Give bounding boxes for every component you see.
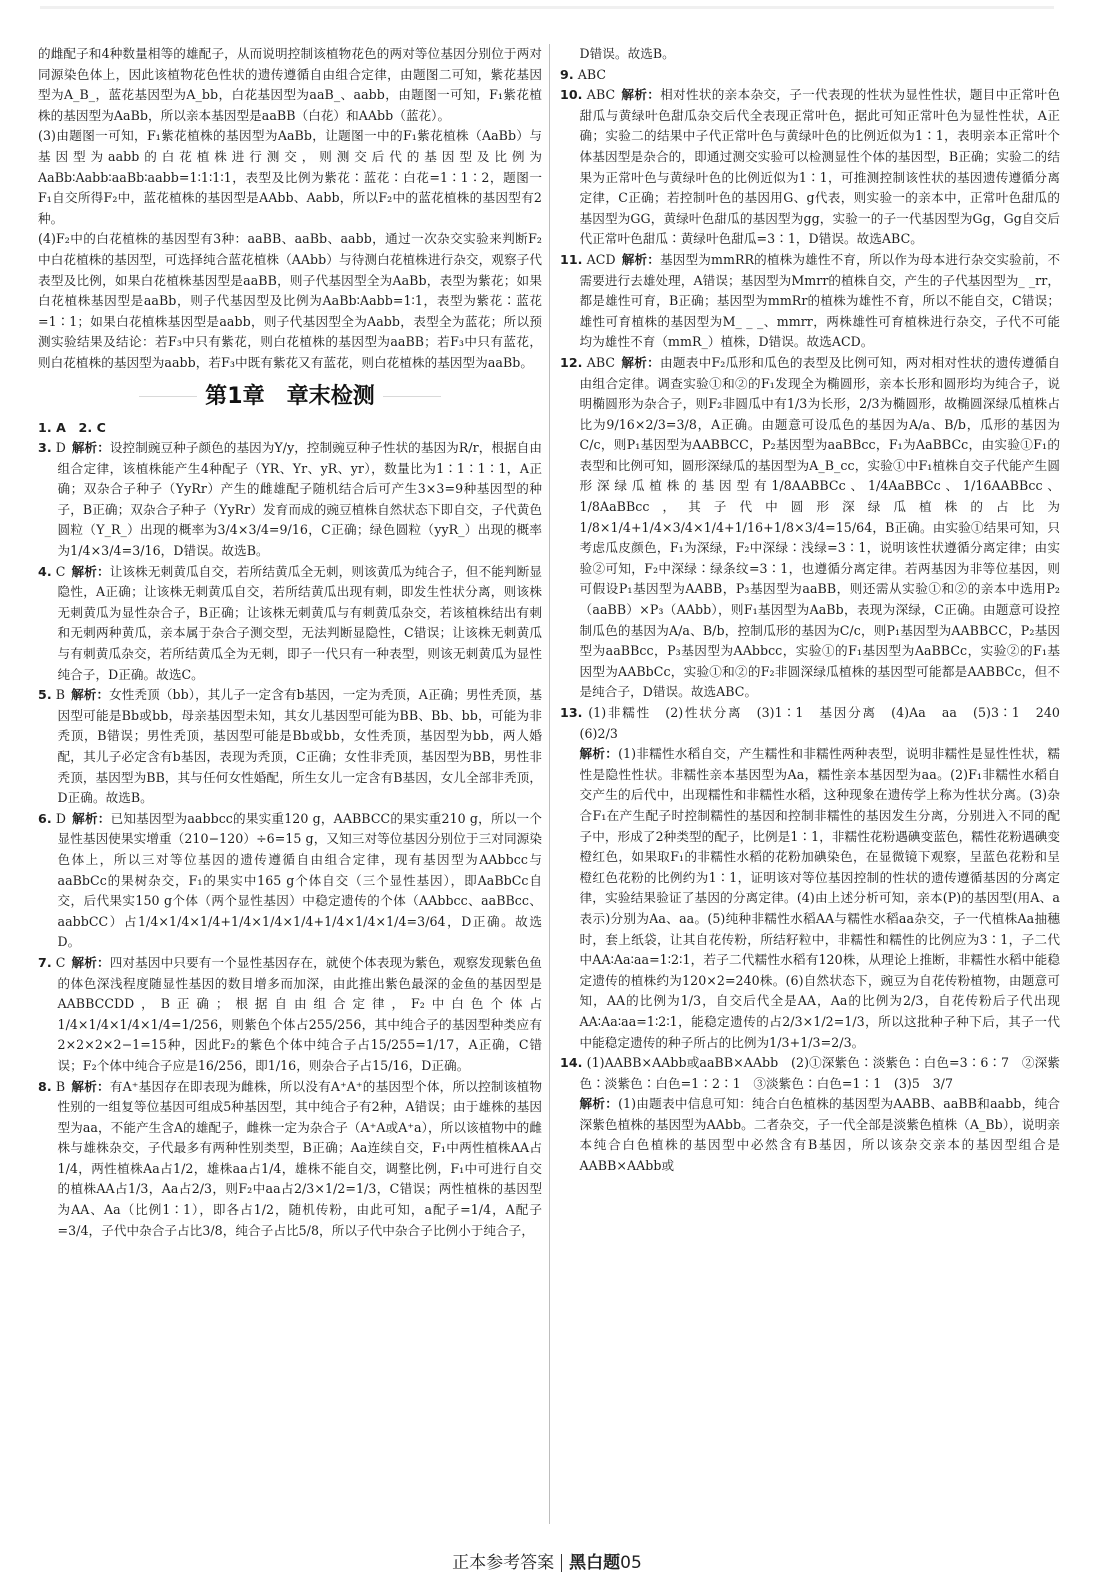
answer-item-6: 6. D 解析：已知基因型为aabbcc的果实重120 g，AABBCC的果实重210 g，所以一个显性基因使果实增重（210−120）÷6=15 g，又知三对等位基因分别位于三对同源染色体上，所以三对等位基因的遗传遵循自由组合定律，现有基因型为AAbbcc与aaBbCc的果树杂交，F₁的果实中165 g个体自交（三个显性基因），即AaBbCc自交，后代果实150 g个体（两个显性基因）中稳定遗传的个体（AAbbcc、aaBBcc、aabbCC）占1/4×1/4×1/4+1/4×1/4×1/4+1/4×1/4×1/4=3/64，D正确。故选D。	[38, 810, 542, 950]
footer-brand: 黑白题	[569, 1553, 621, 1573]
answer-item-7: 7. C 解析：四对基因中只要有一个显性基因存在，就使个体表现为紫色，观察发现紫色鱼的体色深浅程度随显性基因的数目增多而加深，由此推出紫色最深的金鱼的基因型是AABBCCDD，B正确；根据自由组合定律，F₂中白色个体占1/4×1/4×1/4×1/4=1/256，则紫色个体占255/256，其中纯合子的基因型种类应有2×2×2×2−1=15种，因此F₂的紫色个体中纯合子占15/255=1/17，A正确，C错误；F₂个体中纯合子应是16/256，即1/16，则杂合子占15/16，D正确。	[38, 954, 543, 1073]
page-footer	[0, 1548, 1094, 1573]
answer-item-11: 11. ACD 解析：基因型为mmRR的植株为雄性不育，所以作为母本进行杂交实验前，不需要进行去雄处理，A错误；基因型为Mmrr的植株自交，产生的子代基因型为_ _rr，都是雄性可育，B正确；基因型为mmRr的植株为雄性不育，所以不能自交，C错误；雄性可育植株的基因型为M_ _ _、mmrr，两株雄性可育植株进行杂交，子代不可能均为雄性不育（mmR_）植株，D错误。故选ACD。	[560, 251, 1061, 350]
answer-item-13: 13. (1)非糯性 (2)性状分离 (3)1∶1 基因分离 (4)Aa aa (5)3∶1 240 (6)2/3 解析：(1)非糯性水稻自交，产生糯性和非糯性两种表型，说明非糯性是显性性状，糯性是隐性性状。非糯性亲本基因型为Aa，糯性亲本基因型为aa。(2)F₁非糯性水稻自交产生的后代中，出现糯性和非糯性水稻，这种现象在遗传学上称为性状分离。(3)杂合F₁在产生配子时控制糯性的基因和控制非糯性的基因发生分离，分别进入不同的配子中，形成了2种类型的配子，比例是1∶1，非糯性花粉遇碘变蓝色，糯性花粉遇碘变橙红色，如果取F₁的非糯性水稻的花粉加碘染色，在显微镜下观察，呈蓝色花粉和呈橙红色花粉的比例约为1∶1，证明该对等位基因控制的性状的遗传遵循基因的分离定律，实验结果验证了基因的分离定律。(4)由上述分析可知，亲本(P)的基因型(用A、a表示)分别为Aa、aa。(5)纯种非糯性水稻AA与糯性水稻aa杂交，子一代植株Aa抽穗时，套上纸袋，让其自花传粉，所结籽粒中，非糯性和糯性的比例应为3∶1，子二代中AA∶Aa∶aa=1∶2∶1，若子二代糯性水稻有120株，从理论上推断，非糯性水稻中能稳定遗传的植株约为120×2=240株。(6)自然状态下，豌豆为自花传粉植物，由题意可知，AA的比例为1/3，自交后代全是AA，Aa的比例为2/3，自花传粉后子代出现AA∶Aa∶aa=1∶2∶1，能稳定遗传的占2/3×1/2=1/3，所以这批种子种下后，其子一代中能稳定遗传的种子所占的比例为1/3+1/3=2/3。	[560, 705, 1073, 1050]
heading-decoration-right	[383, 396, 441, 397]
chapter-title: 章末检测	[286, 383, 375, 409]
answer-item-14: 14. (1)AABB×AAbb或aaBB×AAbb (2)①深紫色∶淡紫色∶白色=3∶6∶7 ②深紫色∶淡紫色∶白色=1∶2∶1 ③淡紫色∶白色=1∶1 (3)5 3/7 解析：(1)由题表中信息可知：纯合白色植株的基因型为AABB、aaBB和aabb，纯合深紫色植株的基因型为AAbb。二者杂交，子一代全部是淡紫色植株（A_Bb），说明亲本纯合白色植株的基因型中必然含有B基因，所以该杂交亲本的基因型组合是AABB×AAbb或	[560, 1055, 1060, 1174]
answer-item-8: 8. B 解析：有A⁺基因存在即表现为雌株，所以没有A⁺A⁺的基因型个体，所以控制该植物性别的一组复等位基因可组成5种基因型，其中纯合子有2种，A错误；由于雄株的基因型为aa，不能产生含A的雄配子，雌株一定为杂合子（A⁺A或A⁺a），所以该植物中的雌株与雄株杂交，子代最多有两种性别类型，B正确；Aa连续自交，F₁中两性植株AA占1/4，两性植株Aa占1/2，雄株aa占1/4，雄株不能自交，调整比例，F₁中可进行自交的植株AA占1/3，Aa占2/3，则F₂中aa占2/3×1/2=1/3，C错误；两性植株的基因型为AA、Aa（比例1∶1），即各占1/2，随机传粉，由此可知，a配子=1/4，A配子=3/4，子代中杂合子占比3/8，纯合子占比5/8，所以子代中杂合子比例小于纯合子，	[38, 1078, 542, 1238]
answer-item-9: 9. ABC	[560, 66, 607, 82]
right-column	[560, 44, 1073, 1177]
chapter-number: 第1章	[205, 383, 265, 409]
heading-decoration-left	[139, 396, 197, 397]
intro-paragraph-1: 的雌配子和4种数量相等的雄配子，从而说明控制该植物花色的两对等位基因分别位于两对同源染色体上，因此该植物花色性状的遗传遵循自由组合定律，由题图二可知，紫花基因型为A_B_，蓝花基因型为A_bb，白花基因型为aaB_、aabb，由题图一可知，F₁紫花植株的基因型为AaBb，所以亲本基因型是aaBB（白花）和AAbb（蓝花）。	[38, 46, 542, 123]
intro-paragraph-3: (4)F₂中的白花植株的基因型有3种：aaBB、aaBb、aabb，通过一次杂交实验来判断F₂中白花植株的基因型，可选择纯合蓝花植株（AAbb）与待测白花植株进行杂交，观察子代表型及比例，如果白花植株基因型是aaBB，则子代基因型全为AaBb，表型为紫花；如果白花植株基因型是aaBb，则子代基因型及比例为AaBb∶Aabb=1∶1，表型为紫花∶蓝花=1∶1；如果白花植株基因型是aabb，则子代基因型全为Aabb，表型全为蓝花；所以预测实验结果及结论：若F₃中只有紫花，则白花植株的基因型为aaBB；若F₃中只有蓝花，则白花植株的基因型为aabb，若F₃中既有紫花又有蓝花，则白花植株的基因型为aaBb。	[38, 231, 542, 370]
top-edge-line	[40, 6, 1054, 9]
column-divider	[549, 44, 550, 1524]
answer-item-3: 3. D 解析：设控制豌豆种子颜色的基因为Y/y，控制豌豆种子性状的基因为R/r，根据自由组合定律，该植株能产生4种配子（YR、Yr、yR、yr），数量比为1∶1∶1∶1，A正确；双杂合子种子（YyRr）产生的雌雄配子随机结合后可产生3×3=9种基因型的种子，B正确；双杂合子种子（YyRr）发育而成的豌豆植株自然状态下即自交，子代黄色圆粒（Y_R_）出现的概率为3/4×3/4=9/16，C正确；绿色圆粒（yyR_）出现的概率为1/4×3/4=3/16，D错误。故选B。	[38, 440, 542, 559]
answer-item-4: 4. C 解析：让该株无刺黄瓜自交，若所结黄瓜全无刺，则该黄瓜为纯合子，但不能判断显隐性，A正确；让该株无刺黄瓜自交，若所结黄瓜出现有刺，即发生性状分离，则该株无刺黄瓜为显性杂合子，B正确；让该株无刺黄瓜与有刺黄瓜杂交，若该植株结出有刺和无刺两种黄瓜，亲本属于杂合子测交型，无法判断显隐性，C错误；让该株无刺黄瓜与有刺黄瓜杂交，若所结黄瓜全为无刺，即子一代只有一种表型，则该无刺黄瓜为显性纯合子，D正确。故选C。	[38, 563, 543, 682]
footer-answer-label: 正本参考答案	[452, 1553, 555, 1573]
answer-item-10: 10. ABC 解析：相对性状的亲本杂交，子一代表现的性状为显性性状，题目中正常叶色甜瓜与黄绿叶色甜瓜杂交后代全表现正常叶色，据此可知正常叶色为显性性状，A正确；实验二的结果中子代正常叶色与黄绿叶色的比例近似为1∶1，表明亲本正常叶个体基因型是杂合的，即通过测交实验可以检测显性个体的基因型，B正确；实验二的结果为正常叶色与黄绿叶色的比例近似为1∶1，可推测控制该性状的基因遗传遵循分离定律，C正确；若控制叶色的基因用G、g代表，则实验一的亲本中，正常叶色甜瓜的基因型为GG，黄绿叶色甜瓜的基因型为gg，实验一的子一代基因型为Gg，Gg自交后代正常叶色甜瓜∶黄绿叶色甜瓜=3∶1，D错误。故选ABC。	[560, 87, 1060, 247]
chapter-heading	[38, 380, 542, 414]
item-8-continuation: D错误。故选B。	[579, 46, 675, 61]
footer-separator	[561, 1554, 562, 1572]
answer-item-12: 12. ABC 解析：由题表中F₂瓜形和瓜色的表型及比例可知，两对相对性状的遗传遵循自由组合定律。调查实验①和②的F₁发现全为椭圆形，亲本长形和圆形均为纯合子，说明椭圆形为杂合子，则F₂非圆瓜中有1/3为长形，2/3为椭圆形，故椭圆深绿瓜植株占比为9/16×2/3=3/8，A正确。由题意可设瓜色的基因为A/a、B/b，瓜形的基因为C/c，则P₁基因型为AABBCC，P₂基因型为aaBBcc，F₁为AaBBCc，由实验①F₁的表型和比例可知，圆形深绿瓜的基因型为A_B_cc，实验①中F₁植株自交子代能产生圆形深绿瓜植株的基因型有1/8AABBCc、1/4AaBBCc、1/16AABBcc、1/8AaBBcc，其子代中圆形深绿瓜植株的占比为1/8×1/4+1/4×3/4×1/4+1/16+1/8×3/4=15/64，B正确。由实验①结果可知，只考虑瓜皮颜色，F₁为深绿，F₂中深绿∶浅绿=3∶1，说明该性状遵循分离定律；由实验②可知，F₂中深绿∶绿条纹=3∶1，也遵循分离定律。若两基因为非等位基因，则可假设P₁基因型为AABB，P₃基因型为aaBB，则还需从实验①和②的亲本中选用P₂（aaBB）×P₃（AAbb），则F₁基因型为AaBb，表现为深绿，C正确。由题意可设控制瓜色的基因为A/a、B/b，控制瓜形的基因为C/c，则P₁基因型为AABBCC，P₂基因型为aaBBcc，P₃基因型为AAbbcc，实验①的F₁基因型为AaBBCc，实验②的F₁基因型为AABbCc，实验①和②的F₂非圆深绿瓜植株的基因型可能都是AABBCc，但不是纯合子，D错误。故选ABC。	[560, 354, 1060, 700]
intro-paragraph-2: (3)由题图一可知，F₁紫花植株的基因型为AaBb，让题图一中的F₁紫花植株（AaBb）与基因型为aabb的白花植株进行测交，则测交后代的基因型及比例为AaBb∶Aabb∶aaBb∶aabb=1∶1∶1∶1，表型及比例为紫花∶蓝花∶白花=1∶1∶2，题图一F₁自交所得F₂中，蓝花植株的基因型是AAbb、Aabb，所以F₂中的蓝花植株的基因型有2种。	[38, 128, 542, 226]
answer-item-5: 5. B 解析：女性秃顶（bb），其儿子一定含有b基因，一定为秃顶，A正确；男性秃顶，基因型可能是Bb或bb，母亲基因型未知，其女儿基因型可能为BB、Bb、bb，可能为非秃顶，B错误；男性秃顶，基因型可能是Bb或bb，女性秃顶，基因型为bb，两人婚配，其儿子必定含有b基因，表现为秃顶，C正确；女性非秃顶，基因型为BB，男性非秃顶，基因型为BB，其与任何女性婚配，所生女儿一定含有B基因，女儿全部非秃顶，D正确。故选B。	[38, 687, 542, 806]
page-number: 05	[620, 1553, 642, 1573]
answers-1-2: 1. A 2. C	[38, 419, 106, 435]
left-column	[38, 44, 542, 1241]
